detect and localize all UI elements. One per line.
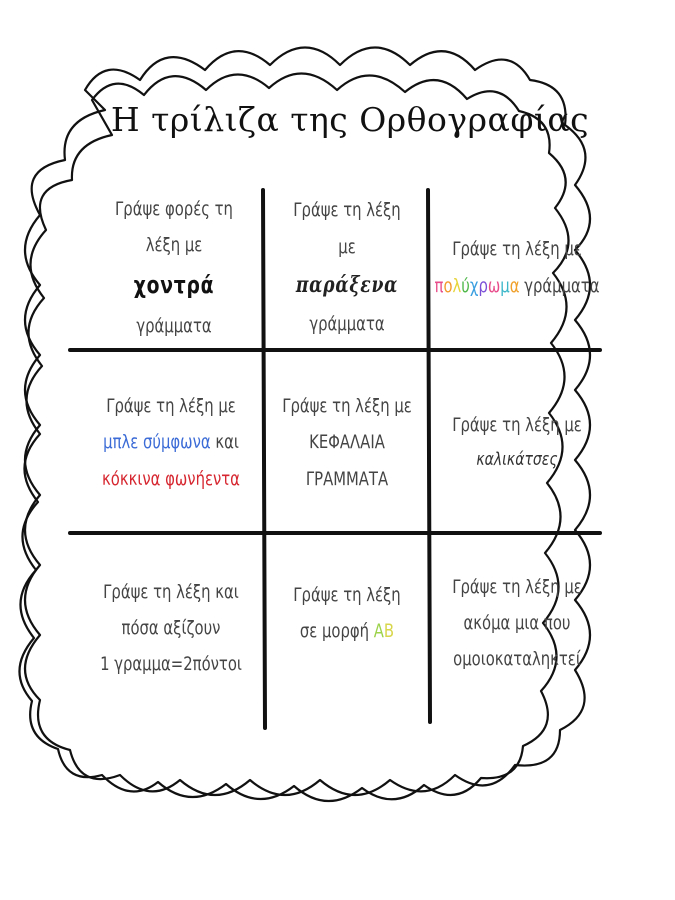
cell-line-rainbow — [435, 268, 600, 304]
cell-word-points — [100, 538, 242, 718]
rainbow-letter: χ — [469, 274, 479, 297]
cell-line: Γράψε τη λέξη με — [452, 575, 582, 598]
cell-line: γράμματα — [136, 315, 212, 338]
cell-strange-letters — [285, 190, 408, 345]
cell-line: πόσα αξίζουν — [121, 616, 221, 639]
cell-line-strange: παράξενα — [295, 271, 399, 298]
rainbow-letter: ύ — [461, 274, 470, 297]
rainbow-letter: α — [509, 274, 520, 297]
rainbow-letter: μ — [500, 274, 510, 297]
cell-line: Γράψε φορές τη — [115, 197, 233, 220]
rainbow-letter: ο — [443, 274, 453, 297]
cell-line: Γράψε τη λέξη με — [452, 414, 582, 437]
cell-line: ΚΕΦΑΛΑΙΑ — [309, 431, 385, 454]
rainbow-letter: λ — [452, 274, 462, 297]
cell-line-after: γράμματα — [524, 274, 600, 297]
cell-blue-red-letters — [100, 355, 242, 530]
cell-line: ομοιοκαταληκτεί — [453, 648, 581, 671]
cell-line: Γράψε τη λέξη με — [106, 395, 236, 418]
cell-line: ακόμα μια που — [463, 611, 571, 634]
cell-line: Γράψε τη λέξη και — [103, 580, 239, 603]
grid-vertical-right — [428, 190, 430, 722]
cell-line: Γράψε τη λέξη — [293, 583, 401, 606]
cell-rhyme — [451, 538, 584, 708]
rainbow-letter: ρ — [478, 274, 488, 297]
ab-prefix: σε μορφή — [299, 620, 370, 642]
cell-ab-form — [285, 538, 408, 688]
cell-line-italic: καλικάτσες — [476, 449, 558, 471]
cell-line: γράμματα — [309, 313, 385, 336]
blue-consonants: μπλε σύμφωνα — [103, 431, 211, 454]
red-vowels: κόκκινα φωνήεντα — [102, 467, 240, 490]
cell-thick-letters — [107, 190, 241, 345]
grid-vertical-left — [263, 190, 265, 728]
cell-line: ΓΡΑΜΜΑΤΑ — [305, 467, 389, 490]
rainbow-letter: ω — [487, 274, 501, 297]
and-word: και — [215, 431, 239, 454]
cell-line-ab — [300, 613, 394, 649]
cell-line: με — [338, 235, 356, 258]
letter-b: Β — [383, 620, 395, 642]
rainbow-word — [435, 275, 520, 297]
cell-line: Γράψε τη λέξη με — [282, 395, 412, 418]
letter-a: Α — [373, 620, 384, 642]
cell-ladybugs — [451, 355, 584, 530]
cell-line: 1 γραμμα=2πόντοι — [100, 653, 242, 676]
cell-line: Γράψε τη λέξη με — [452, 238, 582, 261]
rainbow-letter: π — [434, 274, 444, 297]
cell-colorful-letters — [434, 190, 600, 345]
page-title: Η τρίλιζα της Ορθογραφίας — [110, 100, 590, 139]
cell-line-thick: χοντρά — [133, 270, 215, 299]
cell-line-blue-and — [103, 424, 239, 460]
cell-line: Γράψε τη λέξη — [293, 199, 401, 222]
cell-capital-letters — [282, 355, 412, 530]
cell-line: λέξη με — [145, 233, 203, 256]
